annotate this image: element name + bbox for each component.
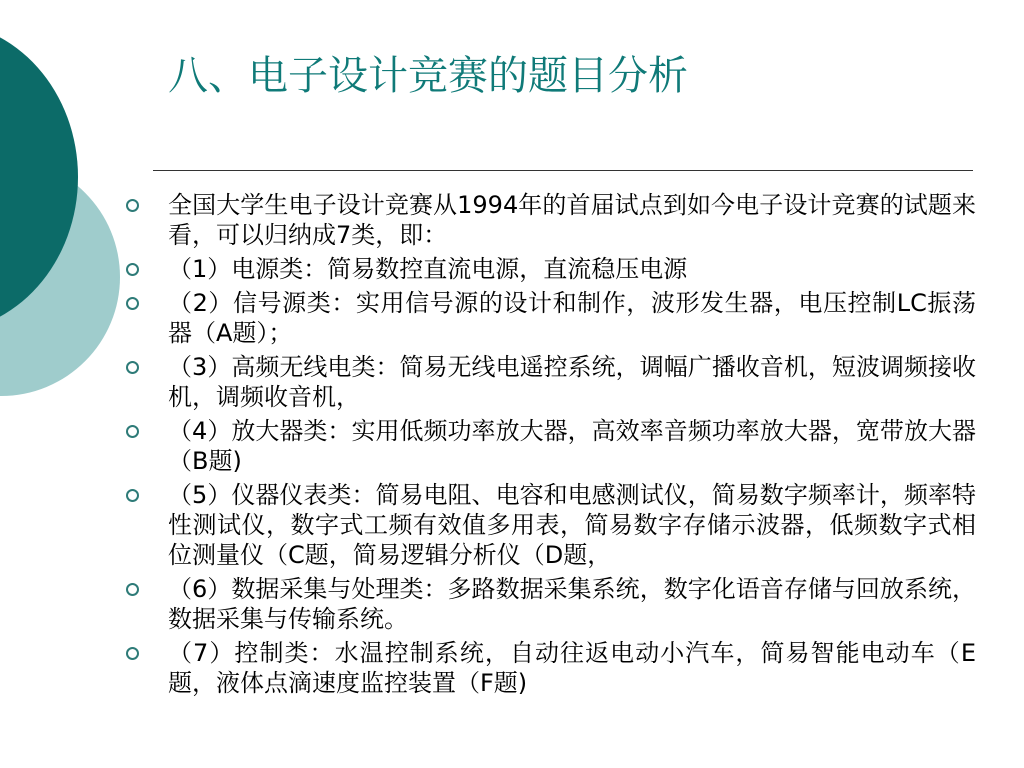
bullet-circle-icon (126, 425, 139, 438)
bullet-list (126, 190, 976, 702)
bullet-text: （6）数据采集与处理类：多路数据采集系统，数字化语音存储与回放系统，数据采集与传输系统。 (168, 575, 976, 633)
bullet-item (126, 352, 976, 412)
slide-title: 八、电子设计竞赛的题目分析 (168, 53, 688, 99)
bullet-item (126, 190, 976, 250)
bullet-text: （5）仪器仪表类：简易电阻、电容和电感测试仪，简易数字频率计，频率特性测试仪，数字式工频有效值多用表，简易数字存储示波器，低频数字式相位测量仪（C题，简易逻辑分析仪（D题， (168, 481, 976, 569)
bullet-circle-icon (126, 297, 139, 310)
bullet-text: （1）电源类：简易数控直流电源，直流稳压电源 (168, 255, 688, 283)
bullet-circle-icon (126, 489, 139, 502)
bullet-text: （7）控制类：水温控制系统，自动往返电动小汽车，简易智能电动车（E题，液体点滴速度监控装置（F题) (168, 639, 976, 697)
bullet-item (126, 638, 976, 698)
bullet-text: 全国大学生电子设计竞赛从1994年的首届试点到如今电子设计竞赛的试题来看，可以归纳成7类，即： (168, 191, 976, 249)
bullet-item (126, 574, 976, 634)
bullet-item (126, 416, 976, 476)
bullet-circle-icon (126, 583, 139, 596)
bullet-circle-icon (126, 647, 139, 660)
bullet-circle-icon (126, 361, 139, 374)
bullet-circle-icon (126, 263, 139, 276)
bullet-item (126, 288, 976, 348)
bullet-item (126, 254, 976, 284)
title-divider (153, 170, 973, 171)
bullet-text: （4）放大器类：实用低频功率放大器，高效率音频功率放大器，宽带放大器（B题) (168, 417, 976, 475)
bullet-circle-icon (126, 199, 139, 212)
bullet-text: （3）高频无线电类：简易无线电遥控系统，调幅广播收音机，短波调频接收机，调频收音机， (168, 353, 976, 411)
bullet-item (126, 480, 976, 570)
bullet-text: （2）信号源类：实用信号源的设计和制作，波形发生器，电压控制LC振荡器（A题）； (168, 289, 976, 347)
